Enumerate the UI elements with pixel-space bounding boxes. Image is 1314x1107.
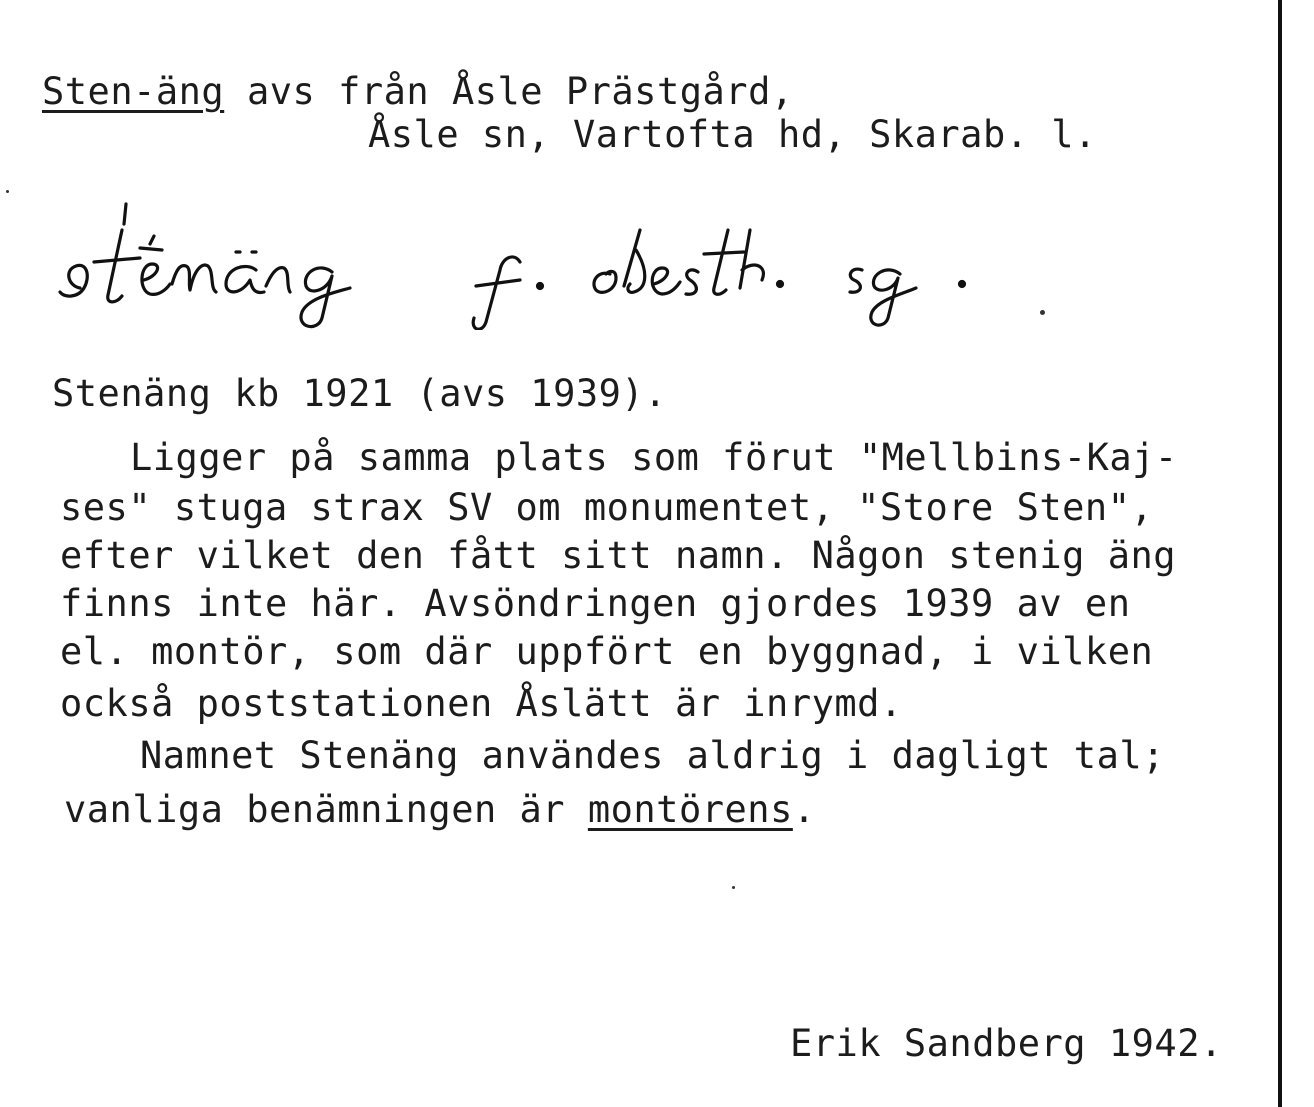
heading-line-1: [42, 70, 794, 114]
signature: Erik Sandberg 1942.: [790, 1022, 1223, 1065]
paragraph-2-line-2: [64, 788, 816, 832]
paragraph-1-line-1: Ligger på samma plats som förut "Mellbins-Kaj-: [130, 436, 1178, 479]
paragraph-1-line-4: finns inte här. Avsöndringen gjordes 1939 av en: [60, 582, 1131, 625]
scan-speck: [1040, 310, 1045, 315]
paragraph-2-prefix: vanliga benämningen är: [64, 788, 588, 831]
paragraph-1-line-3: efter vilket den fått sitt namn. Någon stenig äng: [60, 534, 1177, 577]
scan-speck: [732, 886, 735, 889]
paragraph-2-line-1: Namnet Stenäng användes aldrig i dagligt tal;: [140, 734, 1165, 777]
heading-line-2: Åsle sn, Vartofta hd, Skarab. l.: [368, 113, 1097, 156]
handwritten-note: [50, 200, 1050, 330]
card-right-edge: [1278, 0, 1282, 1107]
heading-source: avs från Åsle Prästgård,: [224, 70, 794, 113]
paragraph-1-line-6: också poststationen Åslätt är inrymd.: [60, 682, 903, 725]
headword: Sten-äng: [42, 70, 225, 113]
paragraph-2-suffix: .: [792, 788, 816, 831]
paragraph-1-line-5: el. montör, som där uppfört en byggnad, i vilken: [60, 630, 1154, 673]
record-line: Stenäng kb 1921 (avs 1939).: [52, 372, 667, 415]
underlined-name: montörens: [587, 788, 793, 831]
paragraph-1-line-2: ses" stuga strax SV om monumentet, "Store Sten",: [60, 486, 1154, 529]
scan-speck: [6, 190, 9, 193]
